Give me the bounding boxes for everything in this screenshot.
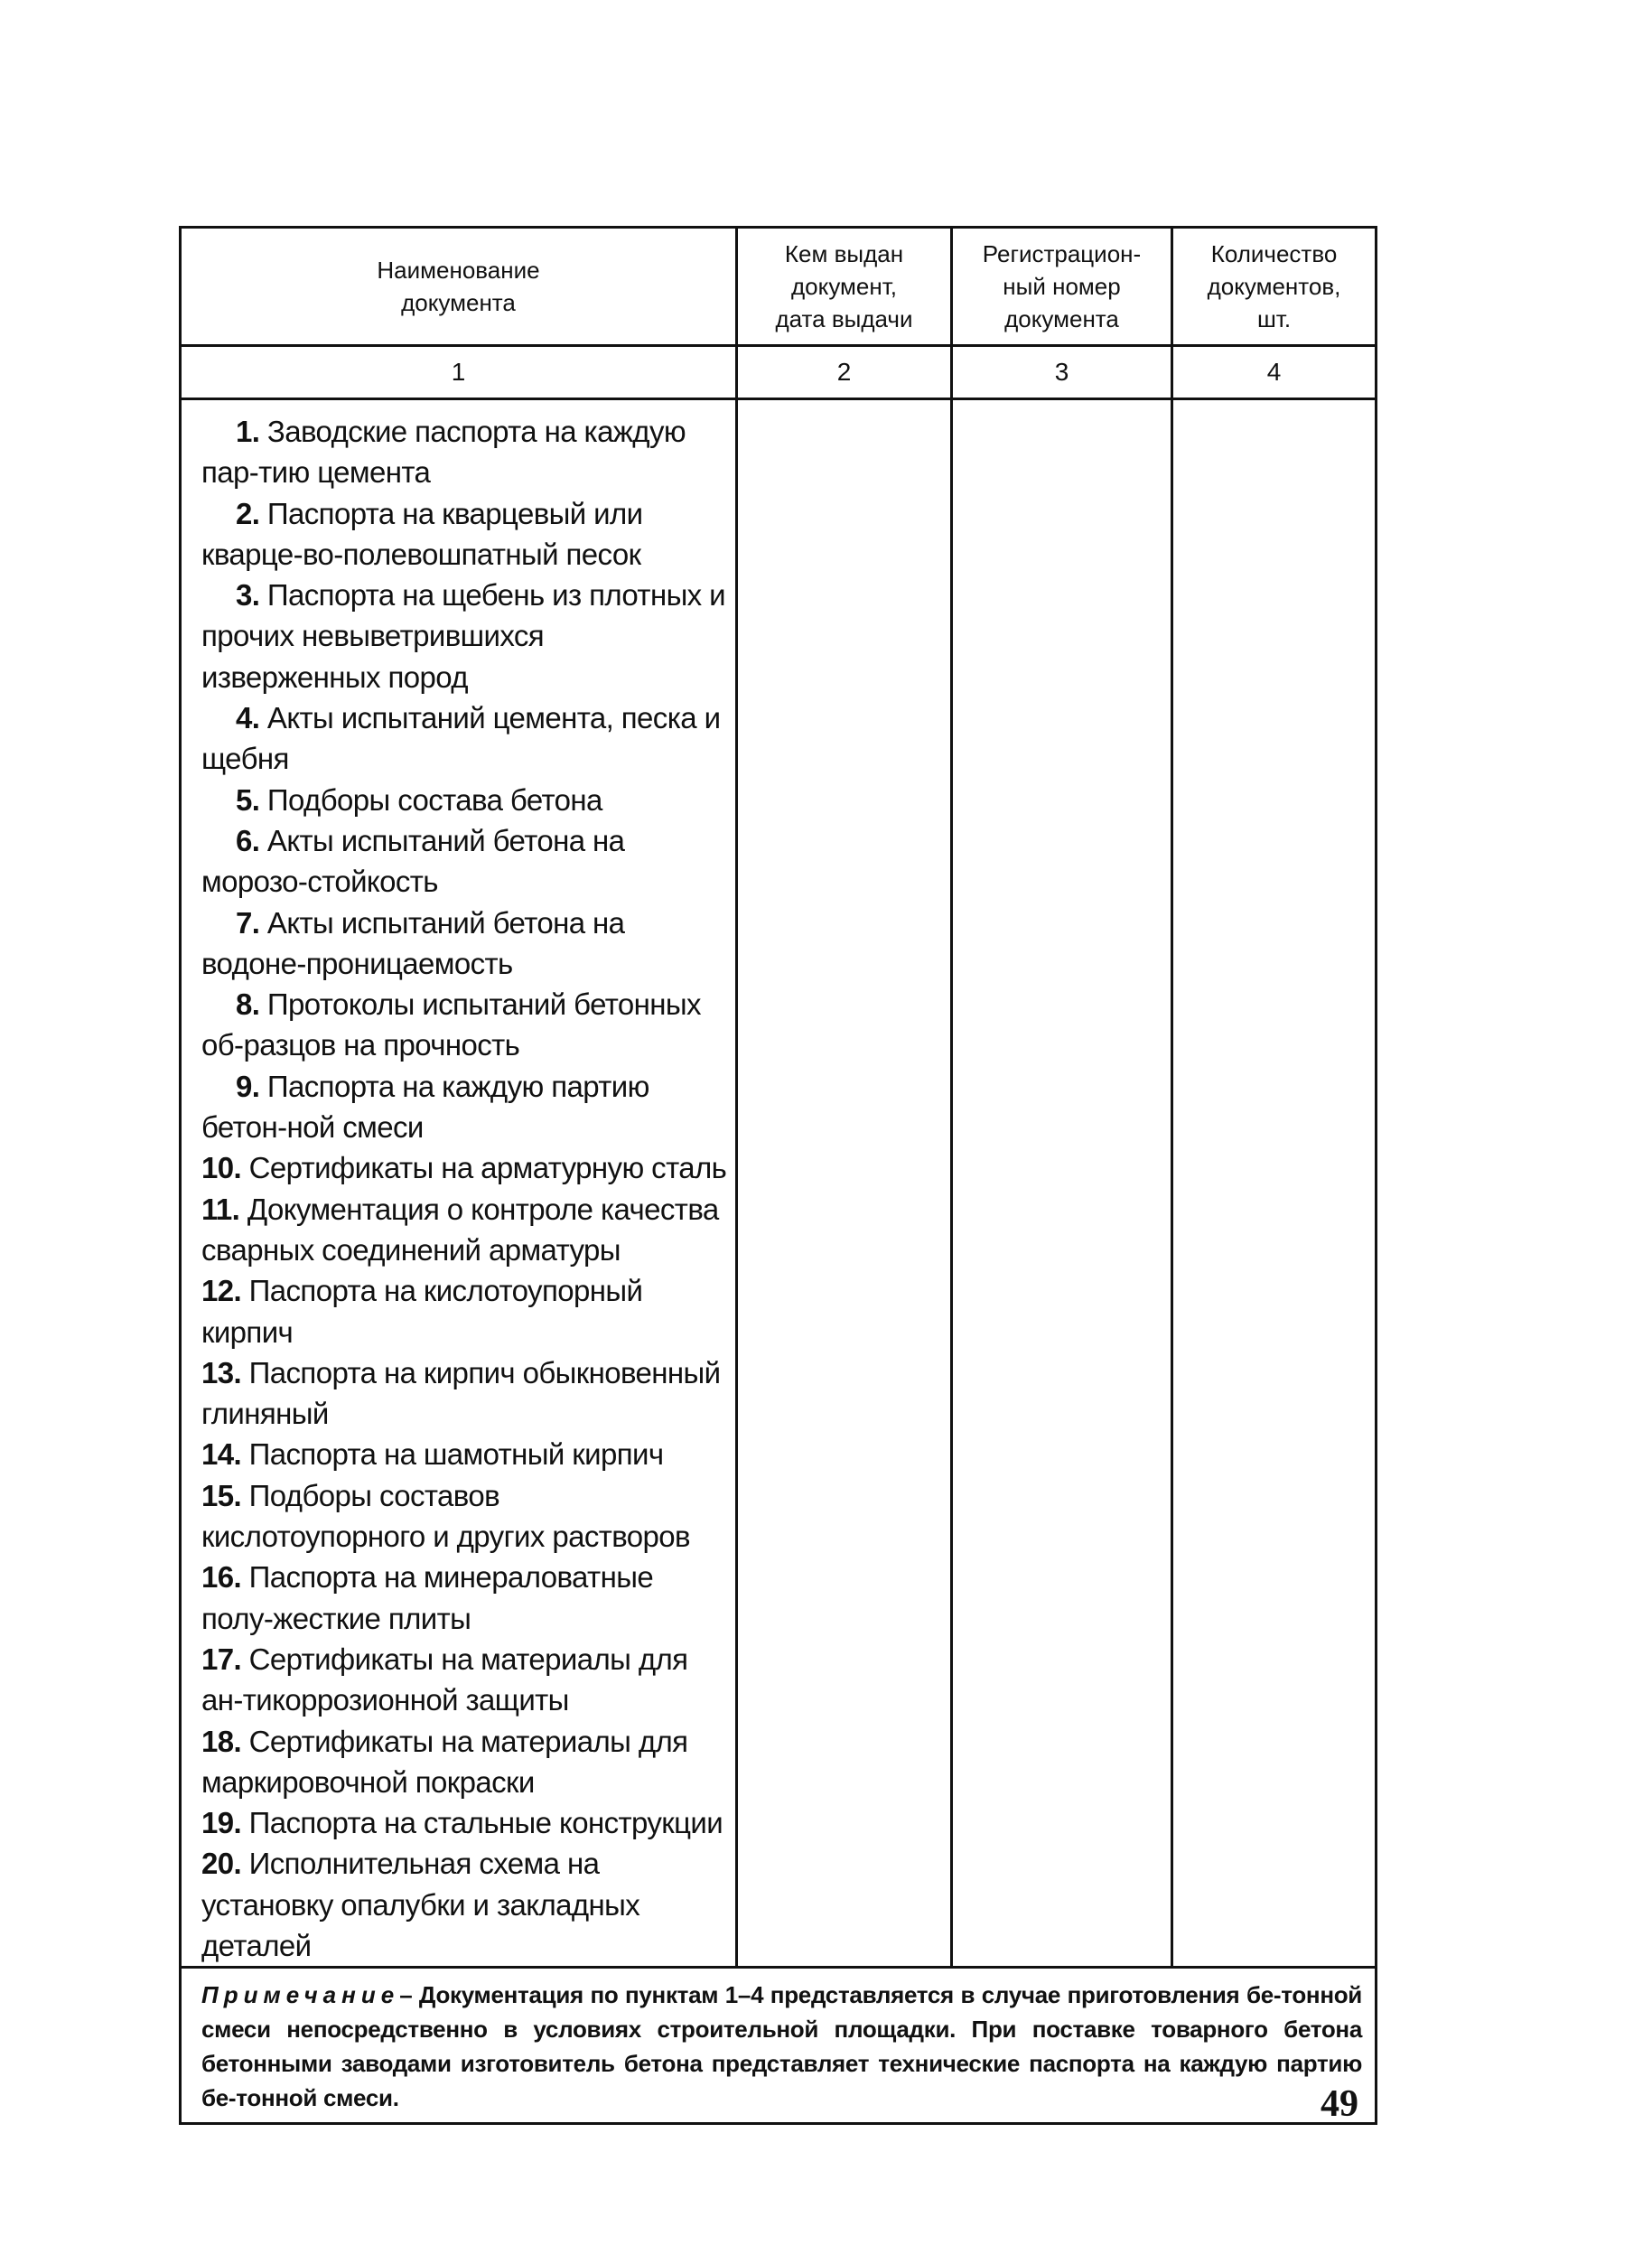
- list-item: [201, 493, 728, 575]
- list-item-text: Паспорта на кислотоупорный кирпич: [201, 1274, 643, 1349]
- list-item-number: 3.: [236, 578, 260, 613]
- list-item: [201, 820, 728, 903]
- issued-by-empty-cell: [737, 399, 952, 1968]
- header-document-count: Количество документов, шт.: [1172, 228, 1377, 346]
- list-item-text: Паспорта на каждую партию бетон-ной смеси: [201, 1069, 649, 1145]
- header-issued-by: Кем выдан документ, дата выдачи: [737, 228, 952, 346]
- list-item: [201, 1843, 728, 1966]
- list-item: [201, 1066, 728, 1148]
- list-item: [201, 411, 728, 493]
- list-item-text: Документация о контроле качества сварных соединений арматуры: [201, 1192, 719, 1267]
- list-item-number: 6.: [236, 823, 260, 857]
- list-item-text: Паспорта на кварцевый или кварце-во-полевошпатный песок: [201, 496, 643, 571]
- list-item: [201, 1639, 728, 1721]
- documents-table: [179, 226, 1377, 2125]
- list-item-text: Паспорта на шамотный кирпич: [248, 1437, 664, 1472]
- list-item-text: Заводские паспорта на каждую пар-тию цемента: [201, 415, 686, 490]
- list-item: [201, 1270, 728, 1352]
- list-item-text: Сертификаты на арматурную сталь: [248, 1151, 727, 1185]
- list-item-text: Акты испытаний бетона на водоне-проницаемость: [201, 905, 625, 980]
- list-item-number: 15.: [201, 1478, 242, 1512]
- list-item-number: 8.: [236, 987, 260, 1022]
- header-document-name: Наименование документа: [181, 228, 737, 346]
- list-item-number: 14.: [201, 1437, 242, 1472]
- header-row: [181, 228, 1377, 346]
- registration-number-empty-cell: [952, 399, 1172, 1968]
- list-item: [201, 575, 728, 697]
- note-row: [181, 1968, 1377, 2124]
- list-item-text: Исполнительная схема на установку опалубки и закладных деталей: [201, 1847, 640, 1962]
- list-item-number: 1.: [236, 415, 260, 448]
- list-item-text: Сертификаты на материалы для ан-тикоррозионной защиты: [201, 1642, 688, 1717]
- list-item-number: 7.: [236, 905, 260, 940]
- column-number-2: 2: [737, 346, 952, 399]
- column-number-4: 4: [1172, 346, 1377, 399]
- list-item-text: Акты испытаний бетона на морозо-стойкость: [201, 823, 625, 899]
- list-item: [201, 1147, 728, 1188]
- list-item-number: 11.: [201, 1192, 240, 1226]
- list-item: [201, 903, 728, 985]
- column-number-3: 3: [952, 346, 1172, 399]
- list-item-number: 19.: [201, 1806, 242, 1840]
- list-item-number: 9.: [236, 1069, 260, 1103]
- list-item: [201, 780, 728, 820]
- list-item: [201, 1475, 728, 1558]
- list-item: [201, 1557, 728, 1639]
- document-list-cell: [181, 399, 737, 1968]
- list-item: [201, 1189, 728, 1271]
- list-item-number: 12.: [201, 1274, 242, 1308]
- list-item-number: 5.: [236, 782, 260, 817]
- list-item-text: Акты испытаний цемента, песка и щебня: [201, 701, 721, 776]
- document-list: [201, 411, 728, 1966]
- list-item-text: Паспорта на стальные конструкции: [248, 1806, 723, 1840]
- list-item-text: Подборы состава бетона: [266, 782, 602, 817]
- header-registration-number: Регистрацион-ный номер документа: [952, 228, 1172, 346]
- note-text: – Документация по пунктам 1–4 представляется в случае приготовления бе-тонной смеси непосредственно в условиях строительной площадки. При поставке товарного бетона бетонными заводами изготовитель бетона представляет технические паспорта на каждую партию бе-тонной смеси.: [201, 1981, 1362, 2112]
- list-item-number: 10.: [201, 1151, 242, 1185]
- list-item-number: 18.: [201, 1724, 242, 1758]
- page-number: 49: [1321, 2083, 1358, 2125]
- list-item: [201, 984, 728, 1066]
- list-item-text: Паспорта на щебень из плотных и прочих невыветрившихся изверженных пород: [201, 578, 725, 694]
- note-label: Примечание: [201, 1981, 400, 2009]
- list-item-text: Протоколы испытаний бетонных об-разцов на прочность: [201, 987, 701, 1062]
- list-item-text: Сертификаты на материалы для маркировочной покраски: [201, 1724, 688, 1799]
- list-item-text: Подборы составов кислотоупорного и других растворов: [201, 1478, 690, 1554]
- list-item-number: 4.: [236, 701, 260, 735]
- list-item-text: Паспорта на минераловатные полу-жесткие плиты: [201, 1560, 654, 1635]
- column-number-row: [181, 346, 1377, 399]
- body-row: [181, 399, 1377, 1968]
- list-item-number: 17.: [201, 1642, 242, 1676]
- list-item: [201, 1802, 728, 1843]
- list-item-number: 16.: [201, 1560, 242, 1595]
- list-item: [201, 1721, 728, 1803]
- list-item-number: 2.: [236, 496, 260, 530]
- list-item: [201, 1434, 728, 1474]
- column-number-1: 1: [181, 346, 737, 399]
- list-item: [201, 1352, 728, 1435]
- list-item: [201, 697, 728, 780]
- list-item-number: 13.: [201, 1355, 242, 1389]
- document-count-empty-cell: [1172, 399, 1377, 1968]
- list-item-text: Паспорта на кирпич обыкновенный глиняный: [201, 1355, 721, 1431]
- list-item-number: 20.: [201, 1847, 242, 1881]
- note-cell: [181, 1968, 1377, 2124]
